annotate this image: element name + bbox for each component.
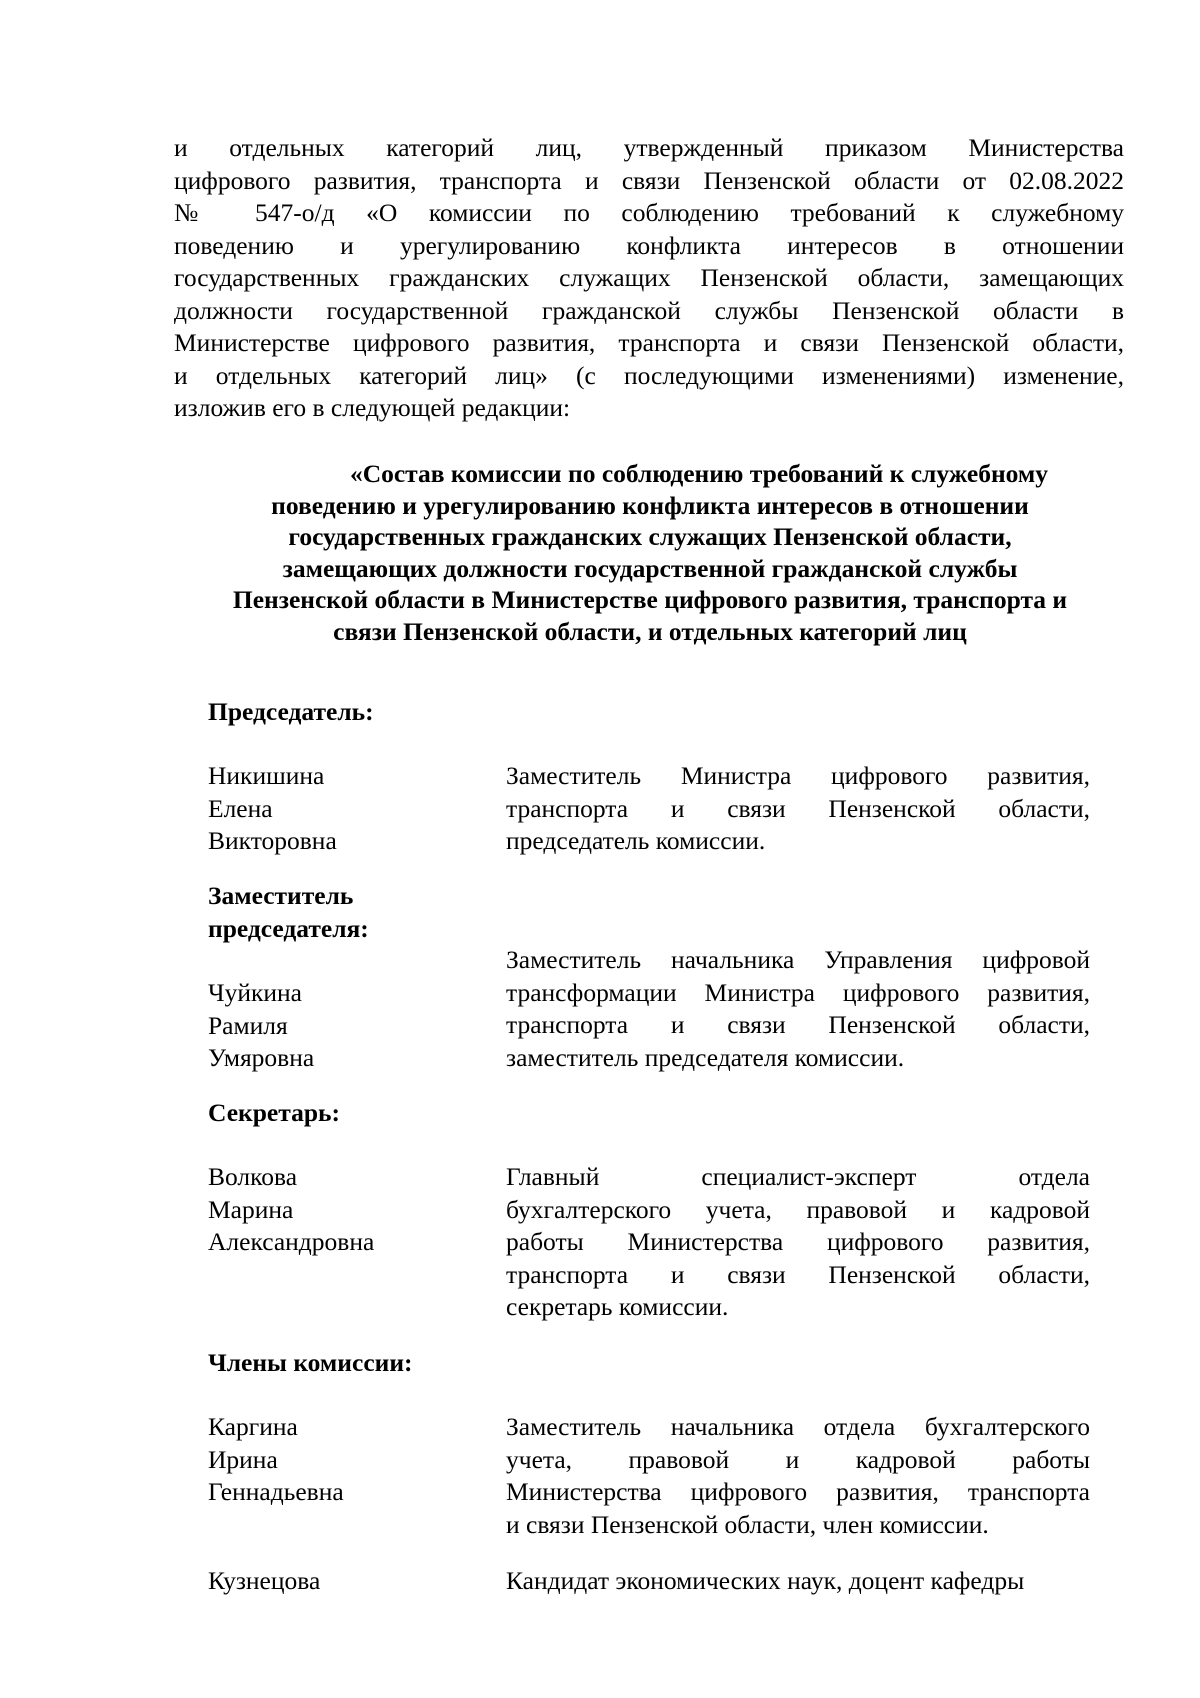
name-line: Никишина [208,761,325,790]
title-line: Пензенской области в Министерстве цифрового развития, транспорта и [232,585,1068,615]
deputy-chairman-heading [208,880,369,945]
intro-line: и отдельных категорий лиц, утвержденный приказом Министерства [174,133,1124,162]
position-line: секретарь комиссии. [506,1292,729,1321]
position-line: учета, правовой и кадровой работы [506,1444,1090,1474]
position-line: бухгалтерского учета, правовой и кадровой [506,1194,1090,1224]
position-line: Министерства цифрового развития, транспорта [506,1477,1090,1506]
composition-title [160,458,1140,648]
secretary-heading: Секретарь: [208,1098,340,1127]
intro-line: Министерстве цифрового развития, транспорта и связи Пензенской области, [174,328,1124,357]
member-position [506,1565,1090,1598]
intro-line: изложив его в следующей редакции: [174,393,571,422]
title-line: поведению и урегулированию конфликта интересов в отношении [271,490,1029,520]
name-line: Елена [208,793,273,823]
members-heading: Члены комиссии: [208,1348,413,1377]
deputy-chairman-name [208,977,458,1075]
position-line: Заместитель начальника Управления цифровой [506,945,1090,974]
chairman-heading: Председатель: [208,697,374,726]
position-line: председатель комиссии. [506,826,766,855]
intro-line: цифрового развития, транспорта и связи Пензенской области от 02.08.2022 [174,165,1124,195]
name-line: Геннадьевна [208,1477,344,1506]
chairman-name [208,760,458,858]
name-line: Викторовна [208,826,337,855]
intro-line: государственных гражданских служащих Пензенской области, замещающих [174,263,1124,292]
position-line: Главный специалист-эксперт отдела [506,1162,1090,1191]
position-line: трансформации Министра цифрового развития, [506,977,1090,1007]
intro-line: № 547-о/д «О комиссии по соблюдению требований к служебному [174,198,1124,227]
position-line: транспорта и связи Пензенской области, [506,1259,1090,1289]
heading-line: председателя: [208,913,369,943]
position-line: работы Министерства цифрового развития, [506,1227,1090,1256]
name-line: Рамиля [208,1010,288,1040]
member-position [506,1411,1090,1541]
secretary-name [208,1161,458,1259]
heading-line: Заместитель [208,881,354,910]
deputy-chairman-position [506,944,1090,1074]
position-line: Кандидат экономических наук, доцент кафедры [506,1566,1025,1595]
title-line: связи Пензенской области, и отдельных категорий лиц [333,616,967,646]
name-line: Марина [208,1194,294,1224]
intro-line: и отдельных категорий лиц» (с последующими изменениями) изменение, [174,360,1124,390]
position-line: и связи Пензенской области, член комиссии. [506,1509,989,1539]
position-line: Заместитель Министра цифрового развития, [506,761,1090,790]
name-line: Волкова [208,1162,298,1191]
secretary-position [506,1161,1090,1324]
title-line: замещающих должности государственной гражданской службы [282,553,1018,583]
name-line: Каргина [208,1412,298,1441]
intro-line: поведению и урегулированию конфликта интересов в отношении [174,230,1124,260]
member-name [208,1565,458,1598]
position-line: Заместитель начальника отдела бухгалтерского [506,1412,1090,1441]
title-line: «Состав комиссии по соблюдению требований к служебному [349,459,1049,488]
name-line: Умяровна [208,1043,315,1072]
member-name [208,1411,458,1509]
position-line: заместитель председателя комиссии. [506,1042,905,1072]
chairman-position [506,760,1090,858]
name-line: Кузнецова [208,1566,321,1595]
position-line: транспорта и связи Пензенской области, [506,1010,1090,1039]
intro-line: должности государственной гражданской службы Пензенской области в [174,295,1124,325]
position-line: транспорта и связи Пензенской области, [506,793,1090,823]
name-line: Ирина [208,1444,278,1474]
intro-paragraph [174,132,1124,425]
name-line: Александровна [208,1227,375,1256]
title-line: государственных гражданских служащих Пензенской области, [288,522,1012,552]
name-line: Чуйкина [208,978,302,1007]
